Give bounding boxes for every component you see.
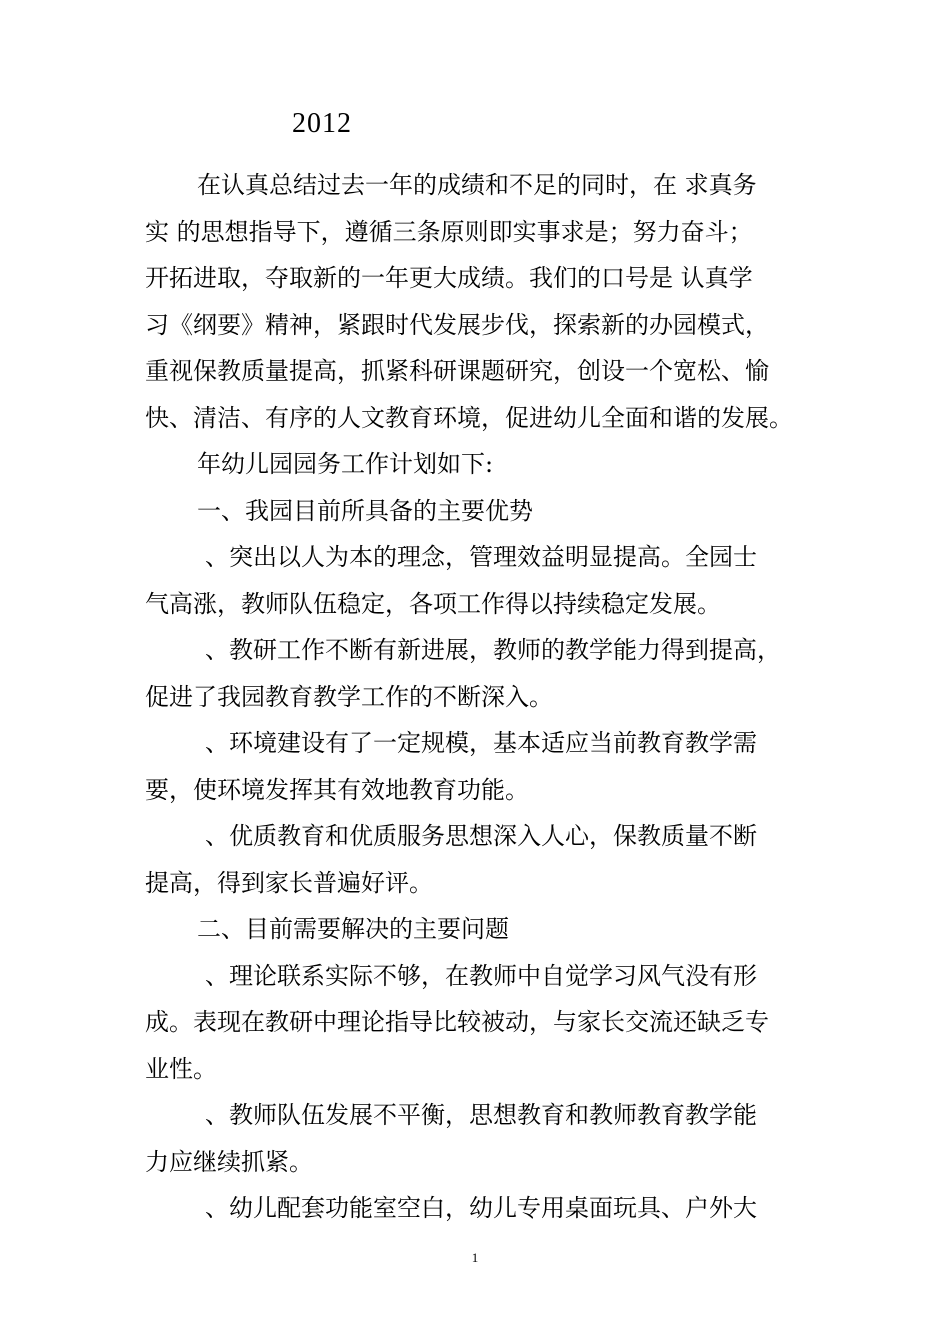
text-line: 、环境建设有了一定规模，基本适应当前教育教学需 <box>205 729 757 757</box>
text-line: 实 的思想指导下，遵循三条原则即实事求是；努力奋斗； <box>145 217 753 246</box>
text-line: 、突出以人为本的理念，管理效益明显提高。全园士 <box>205 543 757 571</box>
text-line: 、优质教育和优质服务思想深入人心，保教质量不断 <box>205 822 757 850</box>
text-line: 、幼儿配套功能室空白，幼儿专用桌面玩具、户外大 <box>205 1194 757 1222</box>
text-line: 、教研工作不断有新进展，教师的教学能力得到提高， <box>205 636 781 664</box>
document-title: 2012 <box>292 108 352 139</box>
text-line: 、教师队伍发展不平衡，思想教育和教师教育教学能 <box>205 1101 757 1129</box>
section-heading: 二、目前需要解决的主要问题 <box>197 915 509 943</box>
text-line: 习《纲要》精神，紧跟时代发展步伐，探索新的办园模式， <box>145 310 769 339</box>
page-number: 1 <box>471 1250 479 1265</box>
text-line: 年幼儿园园务工作计划如下: <box>197 450 494 478</box>
text-line: 力应继续抓紧。 <box>145 1147 313 1176</box>
text-line: 、理论联系实际不够，在教师中自觉学习风气没有形 <box>205 961 757 990</box>
text-line: 提高，得到家长普遍好评。 <box>145 868 433 897</box>
section-heading: 一、我园目前所具备的主要优势 <box>197 496 533 525</box>
text-line: 快、清洁、有序的人文教育环境，促进幼儿全面和谐的发展。 <box>145 403 793 432</box>
text-line: 气高涨，教师队伍稳定，各项工作得以持续稳定发展。 <box>145 589 721 618</box>
text-line: 在认真总结过去一年的成绩和不足的同时，在 求真务 <box>197 171 757 199</box>
text-line: 开拓进取，夺取新的一年更大成绩。我们的口号是 认真学 <box>145 264 753 292</box>
document-body <box>145 162 810 1232</box>
text-line: 重视保教质量提高，抓紧科研课题研究，创设一个宽松、愉 <box>145 357 769 385</box>
text-line: 促进了我园教育教学工作的不断深入。 <box>145 682 553 711</box>
text-line: 成。表现在教研中理论指导比较被动，与家长交流还缺乏专 <box>145 1008 769 1036</box>
text-line: 业性。 <box>145 1054 217 1083</box>
text-line: 要，使环境发挥其有效地教育功能。 <box>145 775 529 804</box>
